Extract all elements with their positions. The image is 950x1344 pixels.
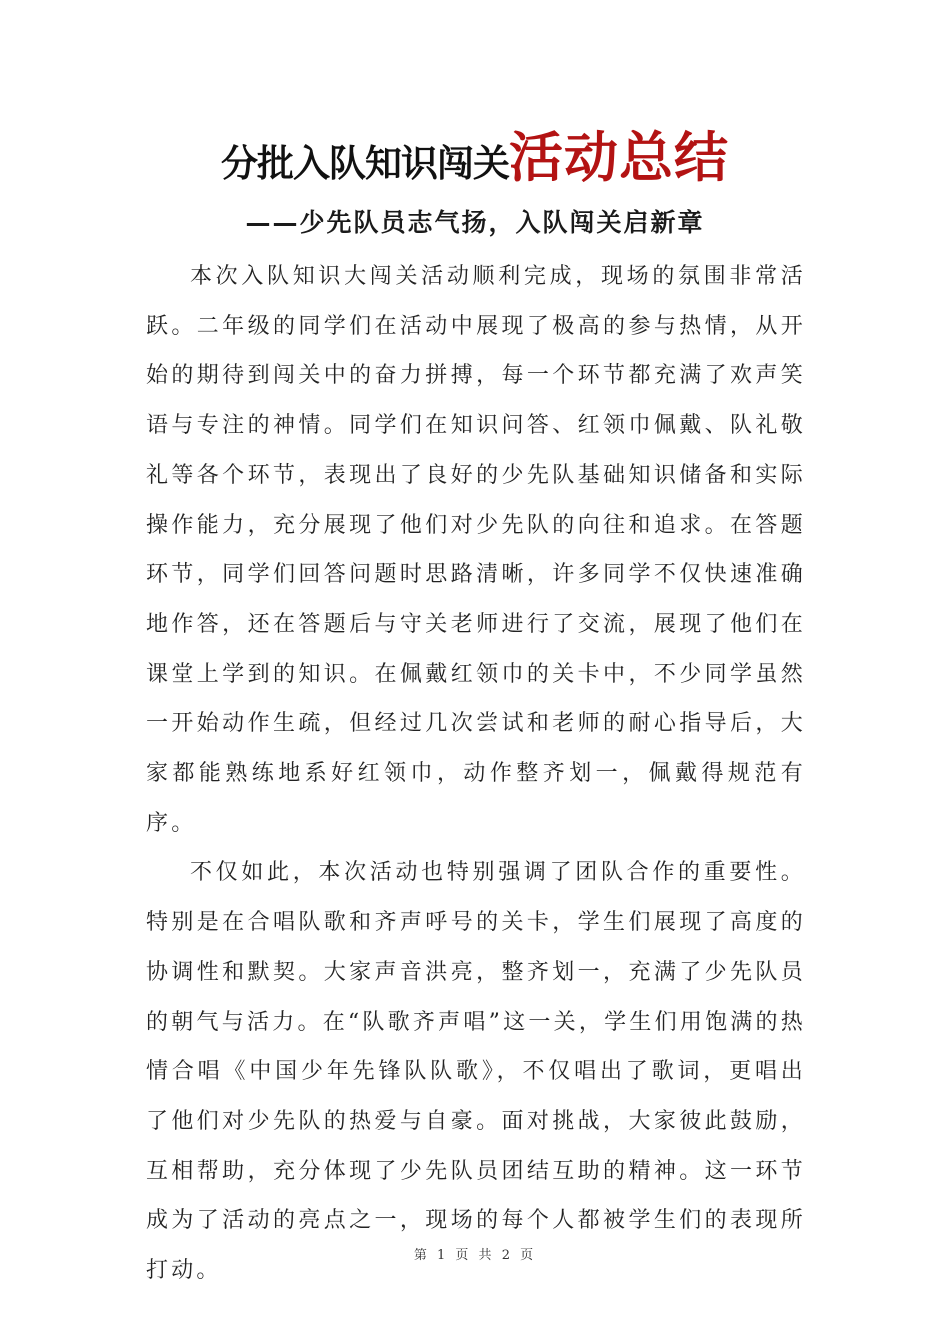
title-black-part: 分批入队知识闯关 [221, 141, 509, 185]
document-title [0, 122, 950, 194]
paragraph-2: 不仅如此，本次活动也特别强调了团队合作的重要性。特别是在合唱队歌和齐声呼号的关卡，学生们展现了高度的协调性和默契。大家声音洪亮，整齐划一，充满了少先队员的朝气与活力。在“队歌齐声唱”这一关，学生们用饱满的热情合唱《中国少年先锋队队歌》，不仅唱出了歌词，更唱出了他们对少先队的热爱与自豪。面对挑战，大家彼此鼓励，互相帮助，充分体现了少先队员团结互助的精神。这一环节成为了活动的亮点之一，现场的每个人都被学生们的表现所打动。 [146, 860, 806, 1284]
document-subtitle: ——少先队员志气扬，入队闯关启新章 [245, 208, 705, 237]
paragraph-1: 本次入队知识大闯关活动顺利完成，现场的氛围非常活跃。二年级的同学们在活动中展现了极高的参与热情，从开始的期待到闯关中的奋力拼搏，每一个环节都充满了欢声笑语与专注的神情。同学们在知识问答、红领巾佩戴、队礼敬礼等各个环节，表现出了良好的少先队基础知识储备和实际操作能力，充分展现了他们对少先队的向往和追求。在答题环节，同学们回答问题时思路清晰，许多同学不仅快速准确地作答，还在答题后与守关老师进行了交流，展现了他们在课堂上学到的知识。在佩戴红领巾的关卡中，不少同学虽然一开始动作生疏，但经过几次尝试和老师的耐心指导后，大家都能熟练地系好红领巾，动作整齐划一，佩戴得规范有序。 [146, 264, 806, 836]
title-red-part: 活动总结 [509, 126, 729, 189]
page-footer: 第 1 页 共 2 页 [413, 1248, 537, 1263]
document-body [146, 252, 806, 1296]
